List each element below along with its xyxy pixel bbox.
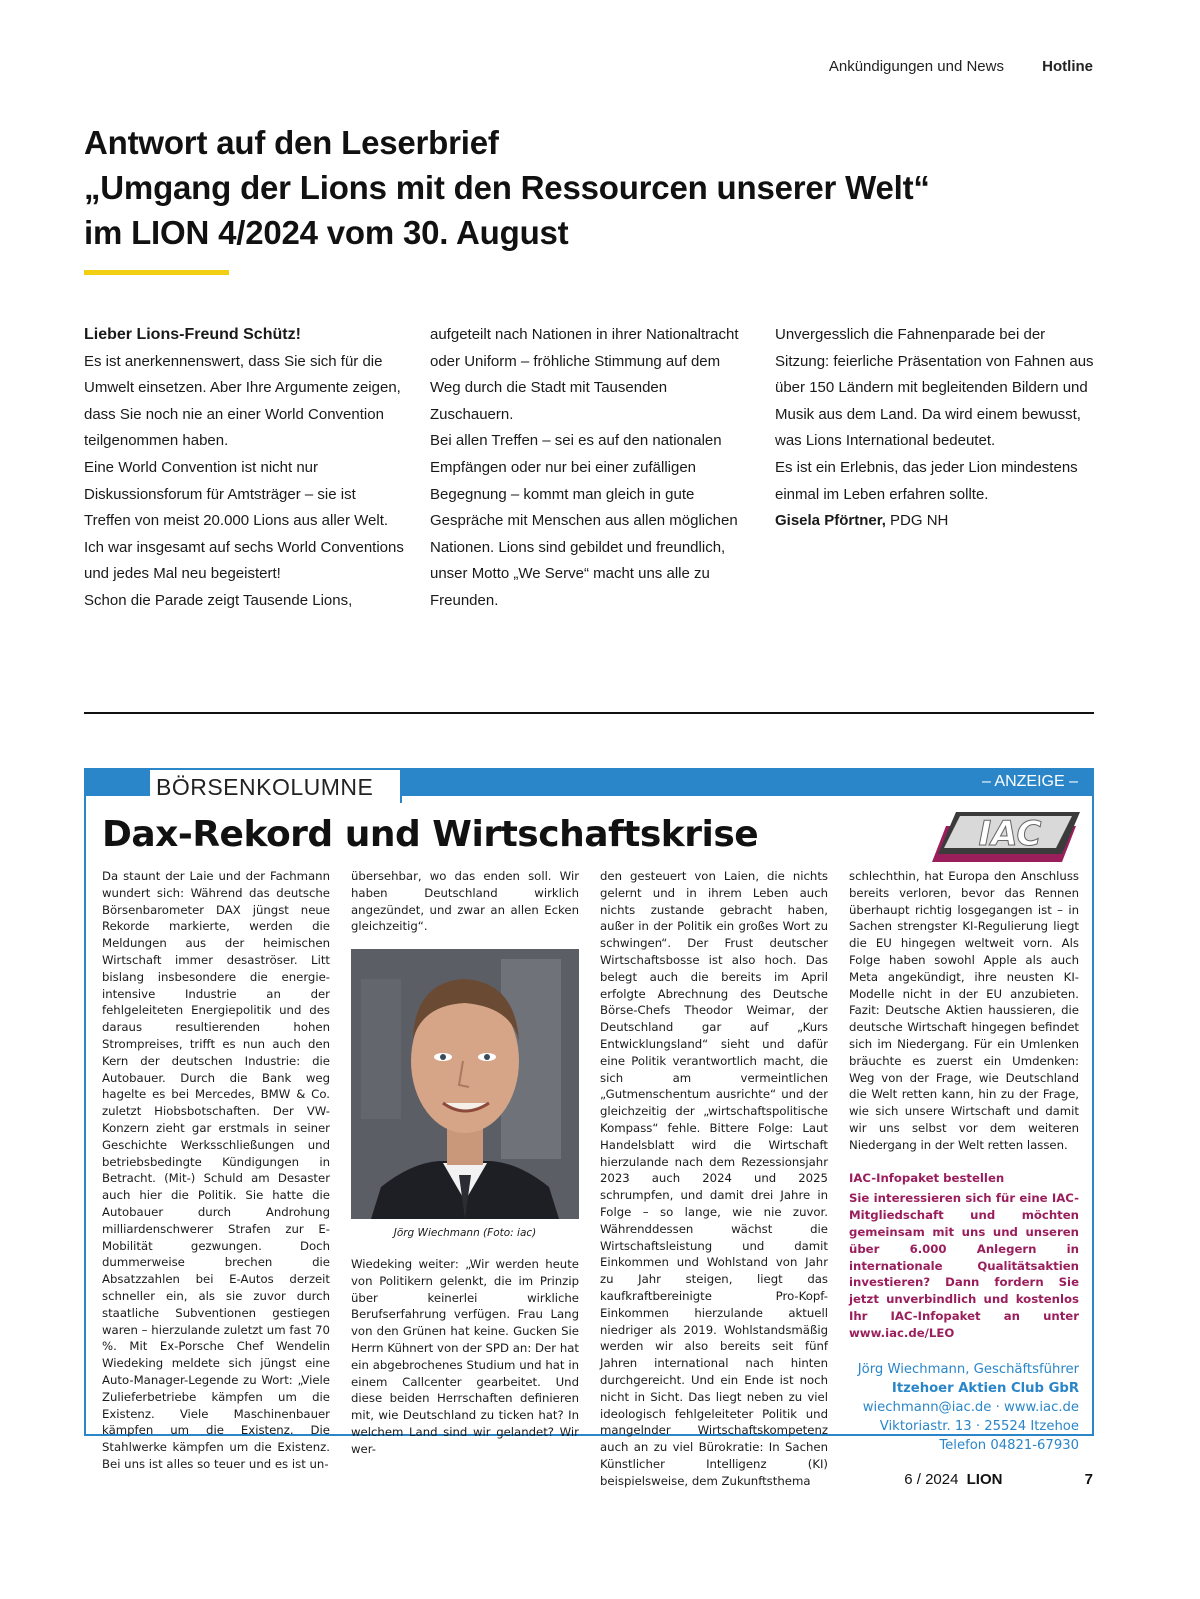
signature-name: Gisela Pförtner,: [775, 512, 886, 530]
letter-paragraph: Schon die Parade zeigt Tausende Lions,: [84, 591, 353, 609]
ad-header-bar-right: [402, 770, 1092, 796]
ad-header-bar-left: [86, 770, 150, 796]
contact-web[interactable]: wiechmann@iac.de · www.iac.de: [862, 1399, 1079, 1415]
ad-column-1: [102, 868, 330, 1473]
ad-paragraph: Wiedeking weiter: „Wir werden heute von Politikern gelenkt, die im Prinzip über keinerlei wirkliche Berufserfahrung verfügen. Frau Lang von den Grünen hat keine. Gucken Sie Herrn Kühnert von der SPD an: Der hat ein abgebrochenes Studium und hat in einem Callcenter gearbeitet. Und diese beiden Herrschaften definieren mit, wie Deutschland zu ticken hat? In welchem Land sind wir gelandet? Wir wer-: [351, 1256, 579, 1456]
ad-paragraph: den gesteuert von Laien, die nichts gelernt und in ihrem Leben auch nichts zustande gebracht haben, außer in der Politik ein großes Wort zu schwingen“. Der Frust deutscher Wirtschaftsbosse ist also hoch. Das belegt auch die bereits im April erfolgte Abrechnung des Deutsche Börse-Chefs Theodor Weimar, der Deutschland gar auf „Kurs Entwicklungsland“ sieht und dafür eine Politik verantwortlich macht, die sich am vermeintlichen „Gutmenschentum ausrichte“ und der gleichzeitig der „wirtschaftspolitische Kompass“ fehle. Bittere Folge: Laut Handelsblatt wird die Wirtschaft hierzulande nach dem Rezessionsjahr 2023 auch 2024 und 2025 schrumpfen, und damit drei Jahre in Folge – so lange, wie nie zuvor. Währenddessen wächst die Wirtschaftsleistung und damit Einkommen und Wohlstand von Jahr zu Jahr steigen, liegt das kaufkraftbereinigte Pro-Kopf-Einkommen hierzulande aktuell niedriger als 2019. Wohlstandsmäßig werden wir also bereits seit fünf Jahren international nach hinten durchgereicht. Und ein Ende ist noch nicht in Sicht. Das liegt neben zu viel ideologisch fehlgeleiteter Politik und mangelnder Wirtschaftskompetenz auch an zu viel Bürokratie: In Sachen Künstlicher Intelligenz (KI) beispielsweise, dem Zukunftsthema: [600, 869, 828, 1488]
headline-accent-rule: [84, 270, 229, 275]
ad-label: – ANZEIGE –: [981, 773, 1078, 790]
portrait-illustration: [351, 949, 579, 1219]
headline-line-2: „Umgang der Lions mit den Ressourcen unserer Welt“: [84, 169, 930, 206]
contact-address: Viktoriastr. 13 · 25524 Itzehoe: [879, 1418, 1079, 1434]
contact-block: [849, 1360, 1079, 1455]
letter-column-1: [84, 322, 406, 615]
iac-logo-text: IAC: [978, 814, 1042, 854]
contact-name: Jörg Wiechmann, Geschäftsführer: [857, 1361, 1079, 1377]
contact-phone: Telefon 04821-67930: [939, 1437, 1079, 1453]
article-headline: [84, 120, 1114, 255]
letter-paragraph: Unvergesslich die Fahnenparade bei der Sitzung: feierliche Präsentation von Fahnen aus über 150 Ländern mit begleitenden Bildern und Musik aus dem Land. Da wird einem bewusst, was Lions International bedeutet.: [775, 326, 1094, 450]
letter-paragraph: Es ist anerkennenswert, dass Sie sich für die Umwelt einsetzen. Aber Ihre Argumente zeigen, dass Sie noch nie an einer World Convention teilgenommen haben.: [84, 352, 401, 450]
column-label: BÖRSENKOLUMNE: [156, 774, 374, 800]
running-head: [829, 58, 1093, 75]
ad-paragraph: Da staunt der Laie und der Fachmann wundert sich: Während das deutsche Börsenbarometer DAX jüngst neue Rekorde markierte, werden die Meldungen aus der heimischen Wirtschaft immer desaströser. Litt bislang insbesondere die energie-intensive Industrie an der fehlgeleiteten Energiepolitik und des daraus resultierenden hohen Strompreises, trifft es nun auch den Kern der deutschen Industrie: die Autobauer. Durch die Bank weg hagelte es bei Mercedes, BMW & Co. zuletzt Hiobsbotschaften. Der VW-Konzern zieht gar erstmals in seiner Geschichte Werksschließungen und betriebsbedingte Kündigungen in Betracht. (Mit-) Schuld am Desaster auch hier die Politik. Sie hatte die Autobauer durch Androhung milliardenschwerer Strafen zur E-Mobilität gezwungen. Doch dummerweise brechen die Absatzzahlen bei E-Autos derzeit schneller ein, als sie zuvor durch staatliche Subventionen gestiegen waren – hierzulande zuletzt um fast 70 %. Mit Ex-Porsche Chef Wendelin Wiedeking meldete sich jüngst eine Auto-Manager-Legende zu Wort: „Viele Zulieferbetriebe kämpfen um die Existenz. Viele Maschinenbauer kämpfen um die Existenz. Die Stahlwerke kämpfen um die Existenz. Bei uns ist alles so teuer und es ist un-: [102, 869, 330, 1471]
ad-column-3: [600, 868, 828, 1489]
column-label-tab: [150, 770, 402, 803]
contact-club: Itzehoer Aktien Club GbR: [891, 1380, 1079, 1396]
letter-column-2: [430, 322, 752, 615]
issue-number: 6 / 2024: [904, 1471, 959, 1488]
infopaket-heading: IAC-Infopaket bestellen: [849, 1170, 1005, 1185]
page-number: 7: [1084, 1471, 1093, 1488]
headline-line-1: Antwort auf den Leserbrief: [84, 124, 499, 161]
ad-paragraph: übersehbar, wo das enden soll. Wir haben Deutschland wirklich angezündet, und zwar an allen Ecken gleichzeitig“.: [351, 869, 579, 934]
ad-column-2: [351, 868, 579, 1458]
letter-paragraph: Es ist ein Erlebnis, das jeder Lion mindestens einmal im Leben erfahren sollte.: [775, 458, 1078, 503]
letter-paragraph: aufgeteilt nach Nationen in ihrer Nationaltracht oder Uniform – fröhliche Stimmung auf dem Weg durch die Stadt mit Tausenden Zuschauern.: [430, 326, 739, 423]
ad-title: Dax-Rekord und Wirtschaftskrise: [102, 814, 759, 855]
portrait-photo: [351, 949, 579, 1219]
signature-title: PDG NH: [885, 512, 949, 530]
section-divider: [84, 712, 1094, 714]
headline-line-3: im LION 4/2024 vom 30. August: [84, 214, 569, 251]
letter-signature: [775, 508, 1097, 535]
letter-paragraph: Bei allen Treffen – sei es auf den nationalen Empfängen oder nur bei einer zufälligen Begegnung – kommt man gleich in gute Gespräche mit Menschen aus allen möglichen Nationen. Lions sind gebildet und freundlich, unser Motto „We Serve“ macht uns alle zu Freunden.: [430, 432, 738, 609]
letter-paragraph: Eine World Convention ist nicht nur Diskussionsforum für Amtsträger – sie ist Treffen von meist 20.000 Lions aus aller Welt. Ich war insgesamt auf sechs World Conventions und jedes Mal neu begeistert!: [84, 458, 404, 583]
letter-salutation: Lieber Lions-Freund Schütz!: [84, 326, 301, 343]
department-label: Hotline: [1042, 58, 1093, 75]
photo-caption: Jörg Wiechmann (Foto: iac): [393, 1227, 537, 1240]
ad-column-4: [849, 868, 1079, 1455]
section-label: Ankündigungen und News: [828, 58, 1004, 75]
ad-paragraph: schlechthin, hat Europa den Anschluss bereits verloren, bevor das Rennen überhaupt richtig losgegangen ist – in Sachen strengster KI-Regulierung liegt die EU hingegen weltweit vorn. Als Folge haben sowohl Apple als auch Meta angekündigt, ihre neusten KI-Modelle nicht in der EU anzubieten. Fazit: Deutsche Aktien haussieren, die deutsche Wirtschaft hingegen befindet sich im Niedergang. Für ein Umlenken bräuchte es zuerst ein Umdenken: Weg von der Frage, wie Deutschland die Welt retten kann, hin zu der Frage, wie sich unsere Wirtschaft und damit wir uns selbst vor dem weiteren Niedergang in der Welt retten lassen.: [849, 869, 1079, 1152]
infopaket-text: Sie interessieren sich für eine IAC-Mitgliedschaft und möchten gemeinsam mit uns und unseren über 6.000 Anlegern in internationale Qualitätsaktien investieren? Dann fordern Sie jetzt unverbindlich und kostenlos Ihr IAC-Infopaket an unter www.iac.de/LEO: [849, 1191, 1079, 1340]
letter-column-3: [775, 322, 1097, 535]
magazine-name: LION: [966, 1471, 1003, 1488]
page-footer: [904, 1471, 1093, 1488]
iac-logo: [924, 808, 1084, 866]
